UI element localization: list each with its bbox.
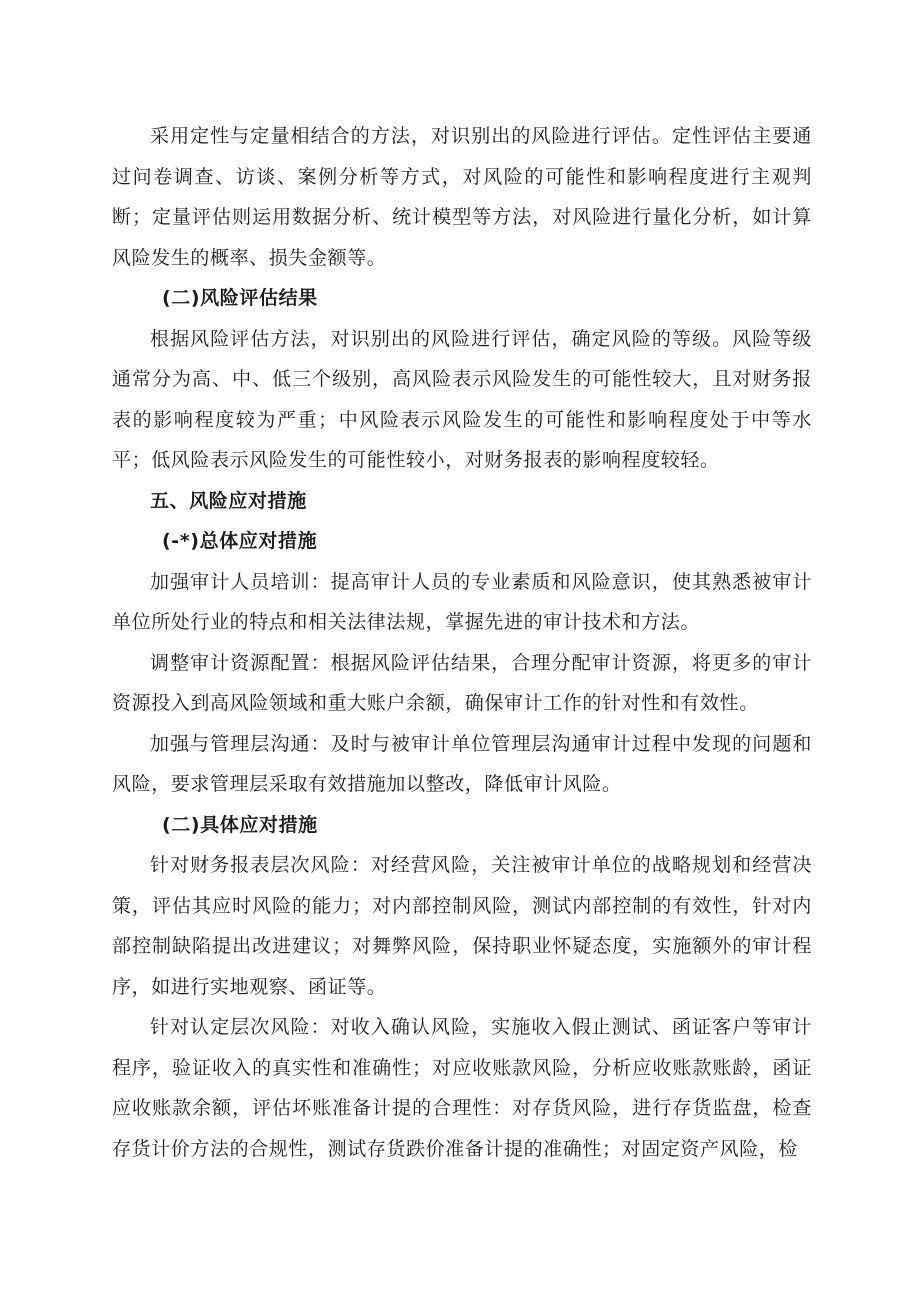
paragraph-training: 加强审计人员培训：提高审计人员的专业素质和风险意识，使其熟悉被审计单位所处行业的特点和相关法律法规，掌握先进的审计技术和方法。 <box>112 570 812 633</box>
paragraph-management-communication: 加强与管理层沟通：及时与被审计单位管理层沟通审计过程中发现的问题和风险，要求管理层采取有效措施加以整改，降低审计风险。 <box>112 732 812 795</box>
paragraph-resource-allocation: 调整审计资源配置：根据风险评估结果，合理分配审计资源，将更多的审计资源投入到高风险领域和重大账户余额，确保审计工作的针对性和有效性。 <box>112 651 812 714</box>
document-page <box>112 116 812 1169</box>
paragraph-assessment-method: 采用定性与定量相结合的方法，对识别出的风险进行评估。定性评估主要通过问卷调查、访谈、案例分析等方式，对风险的可能性和影响程度进行主观判断；定量评估则运用数据分析、统计模型等方法，对风险进行量化分析，如计算风险发生的概率、损失金额等。 <box>112 125 812 269</box>
paragraph-assessment-result: 根据风险评估方法，对识别出的风险进行评估，确定风险的等级。风险等级通常分为高、中、低三个级别，高风险表示风险发生的可能性较大，且对财务报表的影响程度较为严重；中风险表示风险发生的可能性和影响程度处于中等水平；低风险表示风险发生的可能性较小，对财务报表的影响程度较轻。 <box>112 327 812 471</box>
heading-section-five: 五、风险应对措施 <box>150 489 307 512</box>
heading-specific-measures: (二)具体应对措施 <box>162 813 318 836</box>
paragraph-statement-level-risk: 针对财务报表层次风险：对经营风险，关注被审计单位的战略规划和经营决策，评估其应时风险的能力；对内部控制风险，测试内部控制的有效性，针对内部控制缺陷提出改进建议；对舞弊风险，保持职业怀疑态度，实施额外的审计程序，如进行实地观察、函证等。 <box>112 854 812 998</box>
heading-overall-measures: (-*)总体应对措施 <box>162 530 318 552</box>
heading-assessment-result: (二)风险评估结果 <box>162 287 318 309</box>
paragraph-assertion-level-risk: 针对认定层次风险：对收入确认风险，实施收入假止测试、函证客户等审计程序，验证收入的真实性和准确性；对应收账款风险，分析应收账款账龄，函证应收账款余额，评估坏账准备计提的合理性：对存货风险，进行存货监盘，检查存货计价方法的合规性，测试存货跌价准备计提的准确性；对固定资产风险，检 <box>112 1016 812 1160</box>
